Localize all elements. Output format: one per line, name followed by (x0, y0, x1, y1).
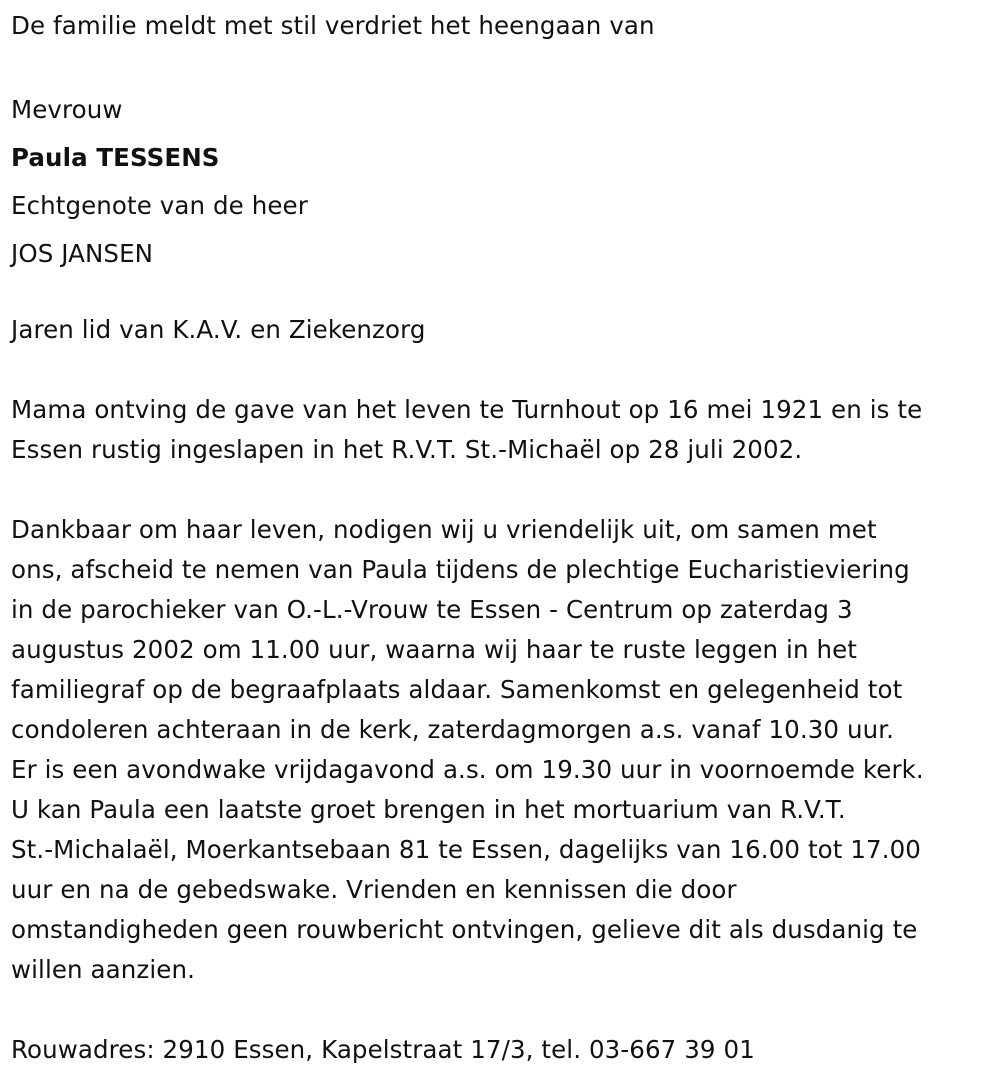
spouse-name: JOS JANSEN (11, 239, 154, 268)
paragraph-line: willen aanzien. (11, 955, 195, 984)
service-paragraph (11, 510, 924, 990)
paragraph-line: U kan Paula een laatste groet brengen in het mortuarium van R.V.T. (11, 795, 846, 824)
relation-line: Echtgenote van de heer (11, 191, 308, 220)
paragraph-line: familiegraf op de begraafplaats aldaar. Samenkomst en gelegenheid tot (11, 675, 903, 704)
address-line: Rouwadres: 2910 Essen, Kapelstraat 17/3, tel. 03-667 39 01 (11, 1035, 755, 1064)
paragraph-line: condoleren achteraan in de kerk, zaterdagmorgen a.s. vanaf 10.30 uur. (11, 715, 895, 744)
paragraph-line: St.-Michalaël, Moerkantsebaan 81 te Essen, dagelijks van 16.00 tot 17.00 (11, 835, 921, 864)
paragraph-line: uur en na de gebedswake. Vrienden en kennissen die door (11, 875, 737, 904)
paragraph-line: Dankbaar om haar leven, nodigen wij u vriendelijk uit, om samen met (11, 515, 877, 544)
paragraph-line: augustus 2002 om 11.00 uur, waarna wij haar te ruste leggen in het (11, 635, 857, 664)
paragraph-line: ons, afscheid te nemen van Paula tijdens de plechtige Eucharistieviering (11, 555, 910, 584)
birth-death-paragraph (11, 390, 922, 470)
deceased-name: Paula TESSENS (11, 143, 220, 172)
paragraph-line: Mama ontving de gave van het leven te Turnhout op 16 mei 1921 en is te (11, 395, 923, 424)
intro-line: De familie meldt met stil verdriet het heengaan van (11, 11, 655, 40)
paragraph-line: Essen rustig ingeslapen in het R.V.T. St.-Michaël op 28 juli 2002. (11, 435, 803, 464)
paragraph-line: Er is een avondwake vrijdagavond a.s. om 19.30 uur in voornoemde kerk. (11, 755, 924, 784)
paragraph-line: omstandigheden geen rouwbericht ontvingen, gelieve dit als dusdanig te (11, 915, 918, 944)
membership-line: Jaren lid van K.A.V. en Ziekenzorg (11, 315, 426, 344)
salutation: Mevrouw (11, 95, 123, 124)
paragraph-line: in de parochieker van O.-L.-Vrouw te Essen - Centrum op zaterdag 3 (11, 595, 853, 624)
deceased-block (11, 86, 308, 278)
